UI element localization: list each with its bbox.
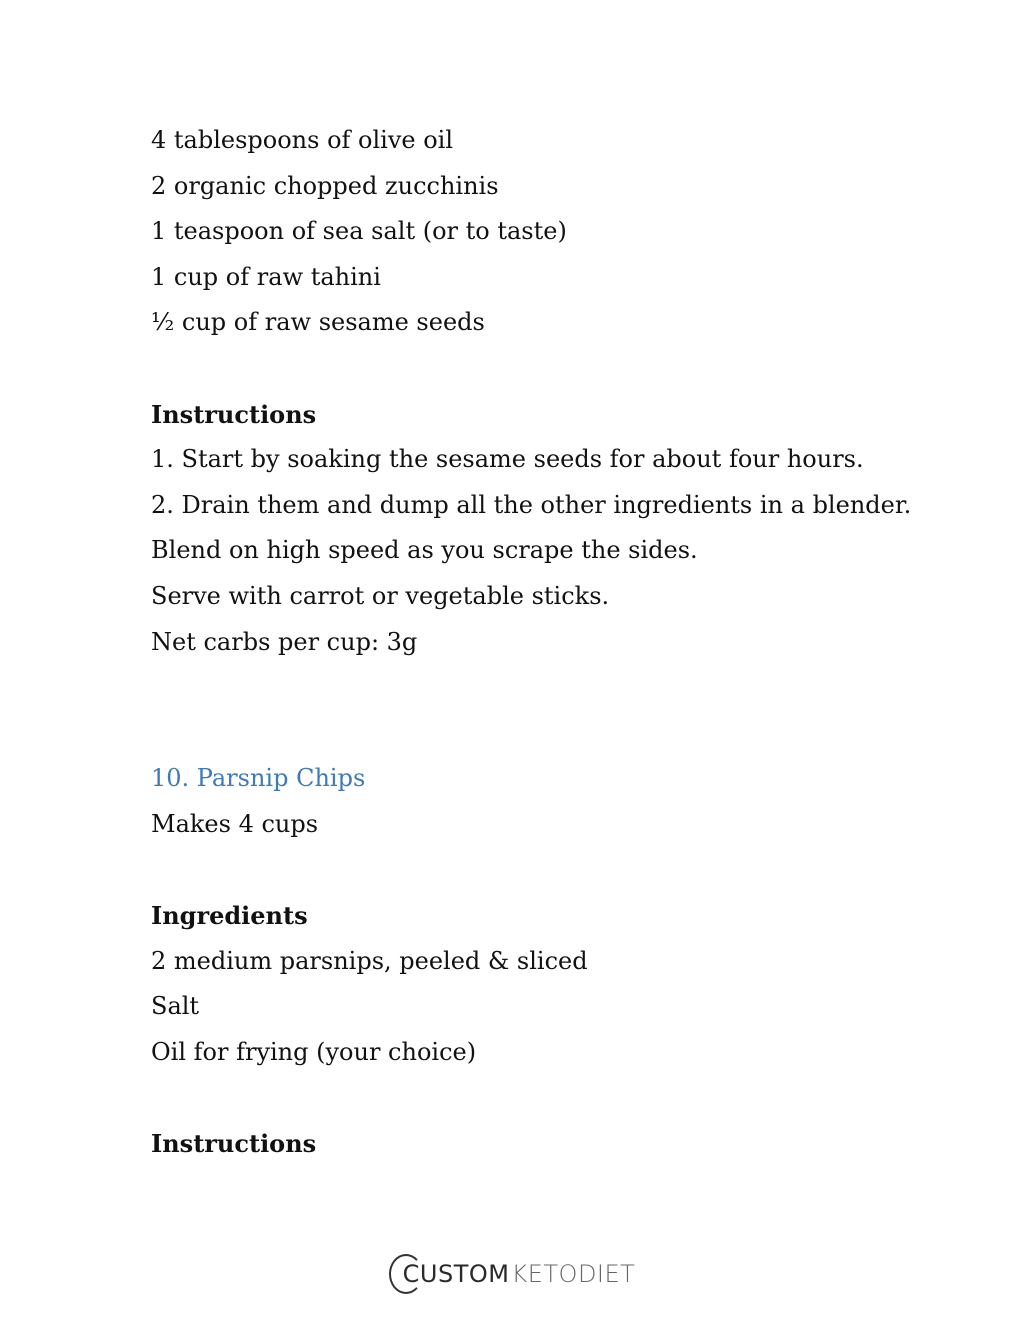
ingredients-heading: Ingredients (151, 901, 308, 931)
recipe-yield: Makes 4 cups (151, 809, 319, 838)
instructions-heading: Instructions (151, 1129, 317, 1159)
spacer (151, 848, 931, 894)
ingredient-line: 4 tablespoons of olive oil (151, 126, 454, 154)
instruction-line: 1. Start by soaking the sesame seeds for about four hours. (151, 445, 864, 474)
document-page (151, 118, 931, 1167)
ingredient-line: 1 teaspoon of sea salt (or to taste) (151, 217, 567, 246)
ingredient-line: ½ cup of raw sesame seeds (151, 308, 485, 337)
spacer (151, 1075, 931, 1121)
page-footer (0, 1254, 1024, 1298)
logo-custom-text: USTOM (419, 1260, 510, 1288)
ingredient-line: 2 organic chopped zucchinis (151, 171, 499, 200)
spacer (151, 346, 931, 392)
ingredient-line: Salt (151, 992, 200, 1021)
recipe-title-parsnip-chips: 10. Parsnip Chips (151, 764, 366, 793)
logo-c-letter: C (402, 1260, 420, 1288)
instructions-heading: Instructions (151, 399, 317, 429)
instruction-line: 2. Drain them and dump all the other ingredients in a blender. (151, 490, 912, 519)
ingredient-line: 2 medium parsnips, peeled & sliced (151, 946, 588, 975)
logo-ketodiet-text: KETODIET (511, 1260, 636, 1288)
ingredient-line: 1 cup of raw tahini (151, 262, 381, 291)
spacer (151, 665, 931, 756)
instruction-line: Blend on high speed as you scrape the sides. (151, 536, 698, 565)
net-carbs-line: Net carbs per cup: 3g (151, 627, 418, 656)
ingredient-line: Oil for frying (your choice) (151, 1037, 477, 1066)
instruction-line: Serve with carrot or vegetable sticks. (151, 581, 610, 610)
customketodiet-logo (389, 1254, 636, 1294)
